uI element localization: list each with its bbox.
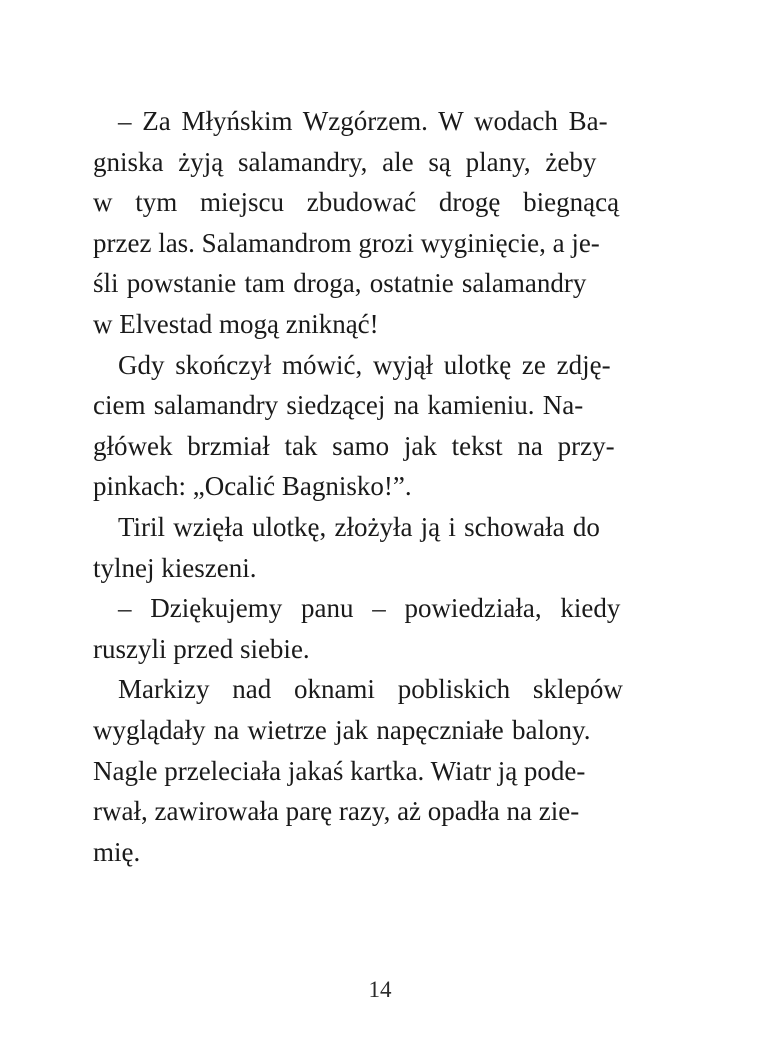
text-line: Gdy skończył mówić, wyjął ulotkę ze zdję- — [118, 349, 611, 380]
text-line: gniska żyją salamandry, ale są plany, żeby — [93, 146, 597, 177]
text-line: ciem salamandry siedzącej na kamieniu. Na- — [93, 390, 584, 421]
text-line: śli powstanie tam droga, ostatnie salamandry — [93, 268, 587, 299]
page-number: 14 — [368, 977, 392, 1002]
text-line: – Za Młyńskim Wzgórzem. W wodach Ba- — [118, 106, 608, 136]
text-line: ruszyli przed siebie. — [93, 633, 310, 664]
paragraph — [93, 669, 669, 872]
text-line: tylnej kieszeni. — [93, 552, 257, 583]
paragraph — [93, 101, 669, 345]
text-line: mię. — [93, 836, 141, 867]
text-line: przez las. Salamandrom grozi wyginięcie, a je- — [93, 227, 600, 258]
text-line: – Dziękujemy panu – powiedziała, kiedy — [118, 593, 621, 624]
text-line: Nagle przeleciała jakaś kartka. Wiatr ją pode- — [93, 755, 586, 786]
text-line: wyglądały na wietrze jak napęczniałe balony. — [93, 714, 591, 745]
text-line: pinkach: „Ocalić Bagnisko!”. — [93, 471, 412, 502]
text-line: Tiril wzięła ulotkę, złożyła ją i schowała do — [118, 511, 600, 542]
text-line: główek brzmiał tak samo jak tekst na przy- — [93, 430, 615, 461]
paragraph — [93, 507, 669, 588]
page-text-block — [93, 101, 669, 872]
paragraph — [93, 588, 669, 669]
text-line: w tym miejscu zbudować drogę biegnącą — [93, 187, 620, 218]
paragraph — [93, 345, 669, 507]
text-line: Markizy nad oknami pobliskich sklepów — [118, 674, 623, 705]
text-line: w Elvestad mogą zniknąć! — [93, 308, 379, 339]
text-line: rwał, zawirowała parę razy, aż opadła na zie- — [93, 796, 580, 827]
